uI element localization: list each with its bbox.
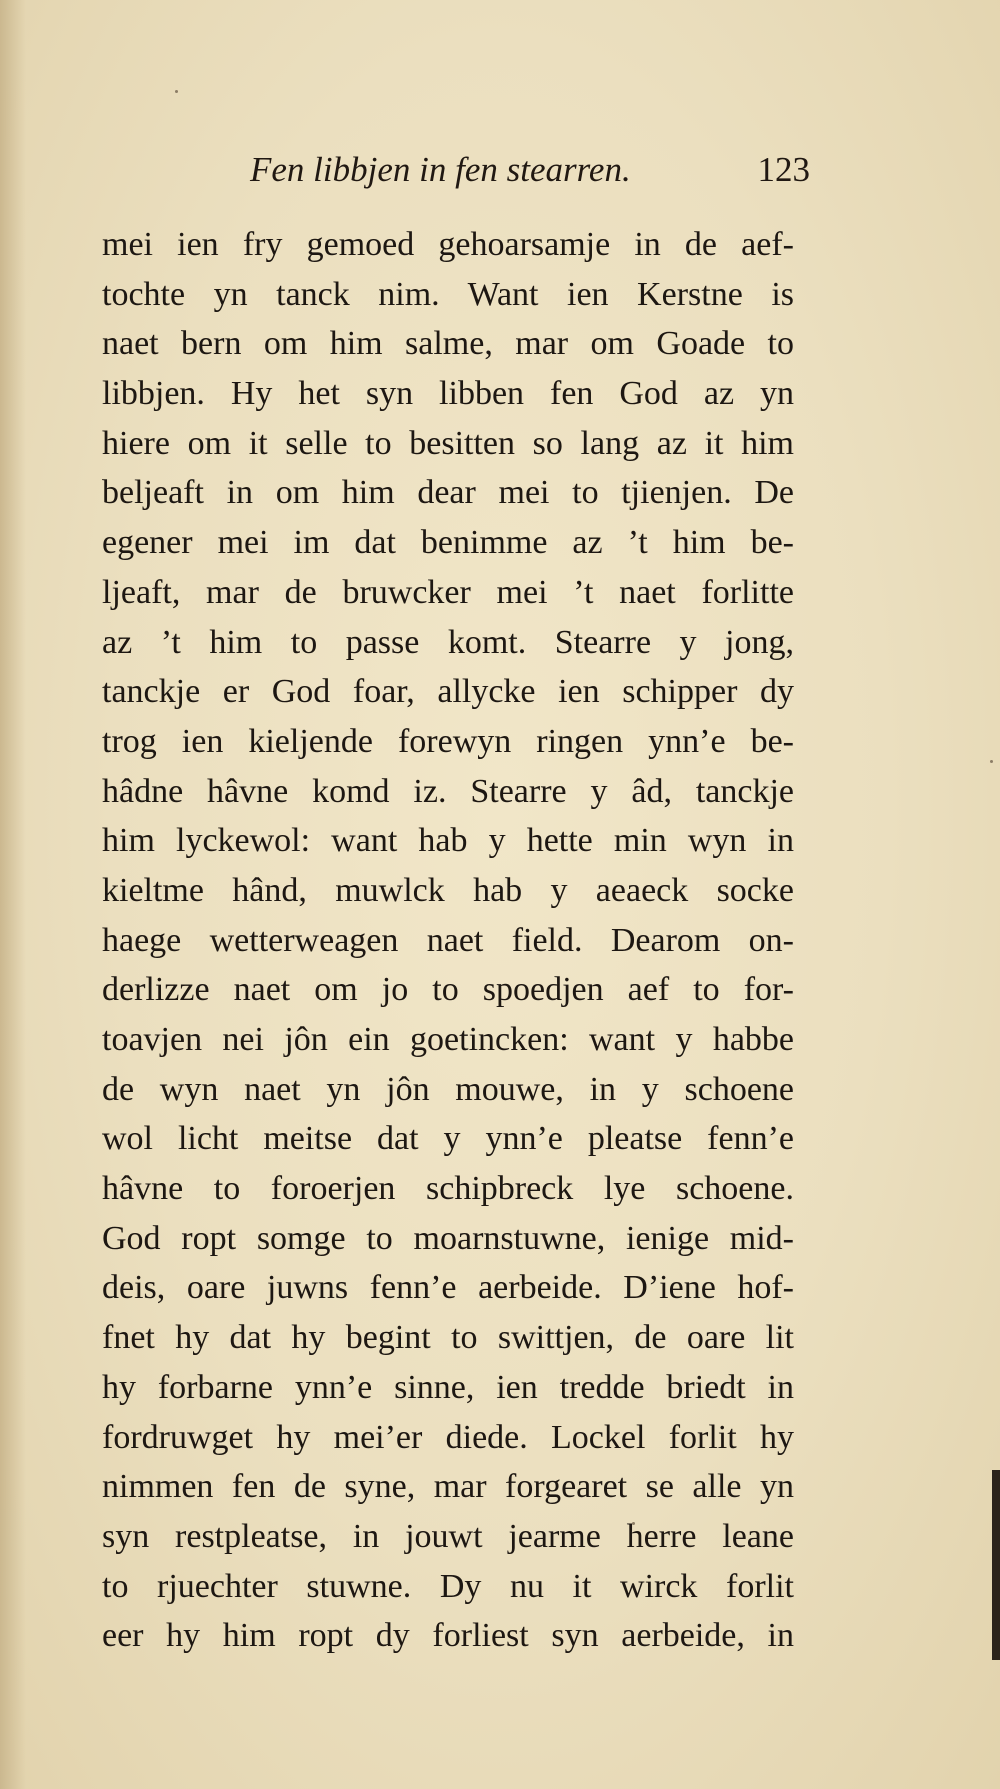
paper-speck xyxy=(990,760,993,763)
text-line: eer hy him ropt dy forliest syn aerbeide, in xyxy=(102,1617,794,1655)
text-line: derlizze naet om jo to spoedjen aef to for- xyxy=(102,971,794,1009)
text-line: beljeaft in om him dear mei to tjienjen. De xyxy=(102,474,794,512)
text-line: deis, oare juwns fenn’e aerbeide. D’iene hof- xyxy=(102,1269,794,1307)
page-gutter-shadow xyxy=(0,0,26,1789)
text-line: tochte yn tanck nim. Want ien Kerstne is xyxy=(102,275,794,313)
text-line: hiere om it selle to besitten so lang az it him xyxy=(102,424,794,462)
text-line: God ropt somge to moarnstuwne, ienige mid- xyxy=(102,1219,794,1257)
text-line: az ’t him to passe komt. Stearre y jong, xyxy=(102,623,794,661)
text-line: syn restpleatse, in jouwt jearme herre leane xyxy=(102,1517,794,1555)
text-line: hâdne hâvne komd iz. Stearre y âd, tanckje xyxy=(102,772,794,810)
text-line: tanckje er God foar, allycke ien schipper dy xyxy=(102,673,794,711)
text-line: toavjen nei jôn ein goetincken: want y habbe xyxy=(102,1021,794,1058)
text-line: kieltme hând, muwlck hab y aeaeck socke xyxy=(102,871,794,909)
text-line: wol licht meitse dat y ynn’e pleatse fenn’e xyxy=(102,1120,794,1158)
text-line: fnet hy dat hy begint to swittjen, de oare lit xyxy=(102,1319,794,1357)
page-header xyxy=(240,150,810,200)
page-number: 123 xyxy=(757,150,810,189)
page-edge-mark xyxy=(992,1470,1000,1660)
text-line: naet bern om him salme, mar om Goade to xyxy=(102,325,794,363)
text-line: haege wetterweagen naet field. Dearom on- xyxy=(102,921,794,959)
text-line: hâvne to foroerjen schipbreck lye schoene. xyxy=(102,1170,794,1208)
body-text xyxy=(102,220,794,1661)
text-line: fordruwget hy mei’er diede. Lockel forlit hy xyxy=(102,1418,794,1456)
text-line: hy forbarne ynn’e sinne, ien tredde briedt in xyxy=(102,1368,794,1406)
text-line: to rjuechter stuwne. Dy nu it wirck forlit xyxy=(102,1567,794,1605)
paper-speck xyxy=(175,90,178,93)
text-line: ljeaft, mar de bruwcker mei ’t naet forlitte xyxy=(102,573,794,611)
text-line: him lyckewol: want hab y hette min wyn in xyxy=(102,822,794,860)
text-line: egener mei im dat benimme az ’t him be- xyxy=(102,524,794,562)
text-line: de wyn naet yn jôn mouwe, in y schoene xyxy=(102,1070,794,1108)
text-line: libbjen. Hy het syn libben fen God az yn xyxy=(102,375,794,413)
text-line: nimmen fen de syne, mar forgearet se alle yn xyxy=(102,1468,794,1506)
text-line: mei ien fry gemoed gehoarsamje in de aef- xyxy=(102,226,794,263)
text-line: trog ien kieljende forewyn ringen ynn’e be- xyxy=(102,722,794,760)
running-head: Fen libbjen in fen stearren. xyxy=(250,150,631,189)
